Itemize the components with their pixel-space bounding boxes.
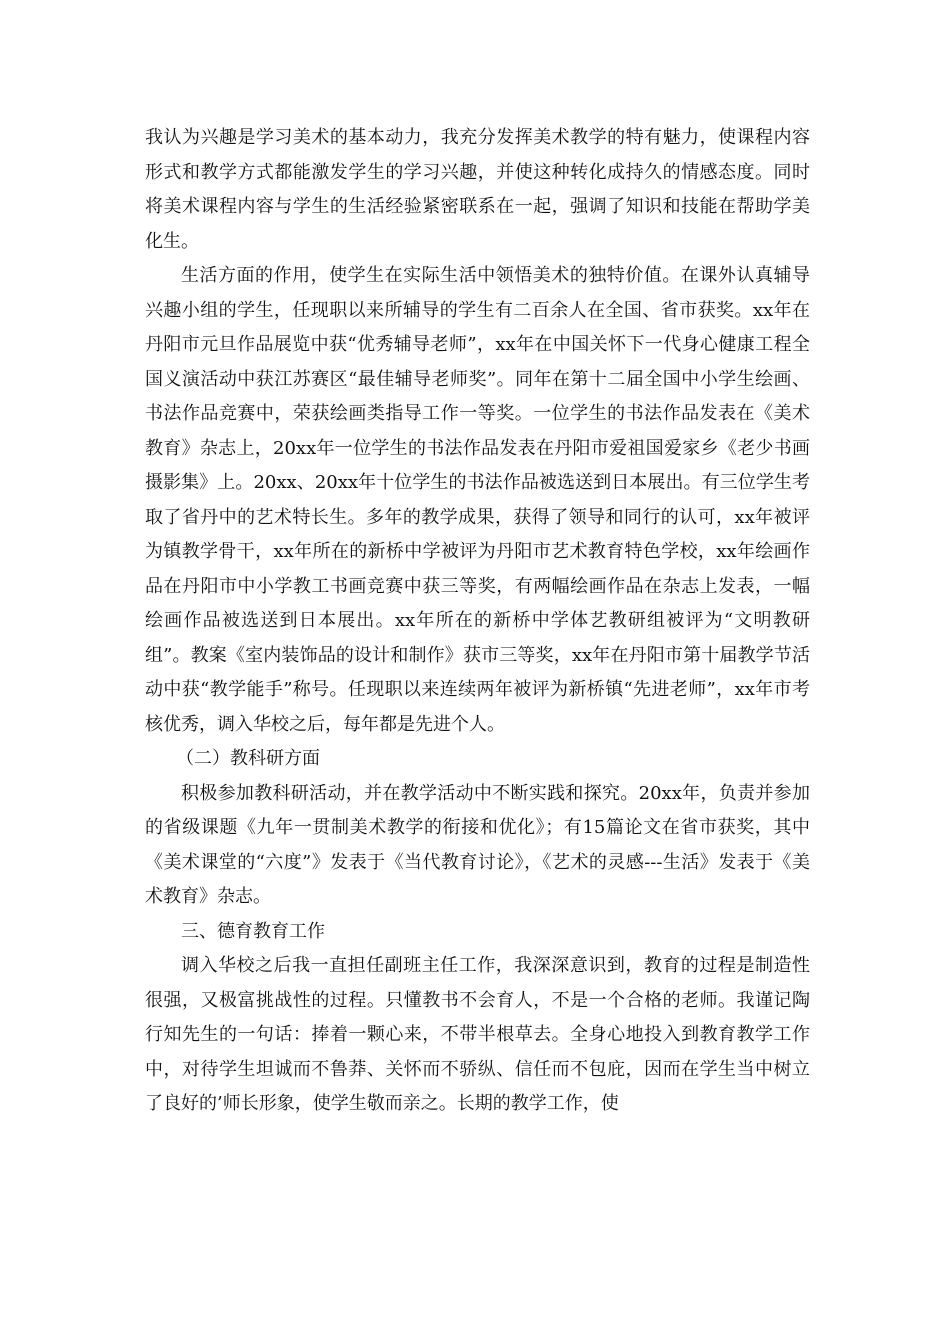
heading-moral-education: 三、德育教育工作 <box>181 920 325 942</box>
paragraph-moral-education: 调入华校之后我一直担任副班主任工作，我深深意识到，教育的过程是制造性很强，又极富挑战性的过程。只懂教书不会育人，不是一个合格的老师。我谨记陶行知先生的一句话：捧着一颗心来，不带半根草去。全身心地投入到教育教学工作中，对待学生坦诚而不鲁莽、关怀而不骄纵、信任而不包庇，因而在学生当中树立了良好的’师长形象，使学生敬而亲之。长期的教学工作，使 <box>145 955 810 1114</box>
subheading-research: （二）教科研方面 <box>176 748 320 769</box>
document-body <box>145 121 810 1122</box>
paragraph-life-achievements: 生活方面的作用，使学生在实际生活中领悟美术的独特价值。在课外认真辅导兴趣小组的学生，任现职以来所辅导的学生有二百余人在全国、省市获奖。xx年在丹阳市元旦作品展览中获“优秀辅导老师”，xx年在中国关怀下一代身心健康工程全国义演活动中获江苏赛区“最佳辅导老师奖”。同年在第十二届全国中小学生绘画、书法作品竞赛中，荣获绘画类指导工作一等奖。一位学生的书法作品发表在《美术教育》杂志上，20xx年一位学生的书法作品发表在丹阳市爱祖国爱家乡《老少书画摄影集》上。20xx、20xx年十位学生的书法作品被选送到日本展出。有三位学生考取了省丹中的艺术特长生。多年的教学成果，获得了领导和同行的认可，xx年被评为镇教学骨干，xx年所在的新桥中学被评为丹阳市艺术教育特色学校，xx年绘画作品在丹阳市中小学教工书画竞赛中获三等奖，有两幅绘画作品在杂志上发表，一幅绘画作品被选送到日本展出。xx年所在的新桥中学体艺教研组被评为“文明教研组”。教案《室内装饰品的设计和制作》获市三等奖，xx年在丹阳市第十届教学节活动中获“教学能手”称号。任现职以来连续两年被评为新桥镇“先进老师”，xx年市考核优秀，调入华校之后，每年都是先进个人。 <box>145 265 810 735</box>
paragraph-research: 积极参加教科研活动，并在教学活动中不断实践和探究。20xx年，负责并参加的省级课题《九年一贯制美术教学的衔接和优化》；有15篇论文在省市获奖，其中《美术课堂的“六度”》发表于《当代教育讨论》，《艺术的灵感---生活》发表于《美术教育》杂志。 <box>145 782 810 907</box>
paragraph-interest: 我认为兴趣是学习美术的基本动力，我充分发挥美术教学的特有魅力，使课程内容形式和教学方式都能激发学生的学习兴趣，并使这种转化成持久的情感态度。同时将美术课程内容与学生的生活经验紧密联系在一起，强调了知识和技能在帮助学美化生。 <box>145 127 810 252</box>
